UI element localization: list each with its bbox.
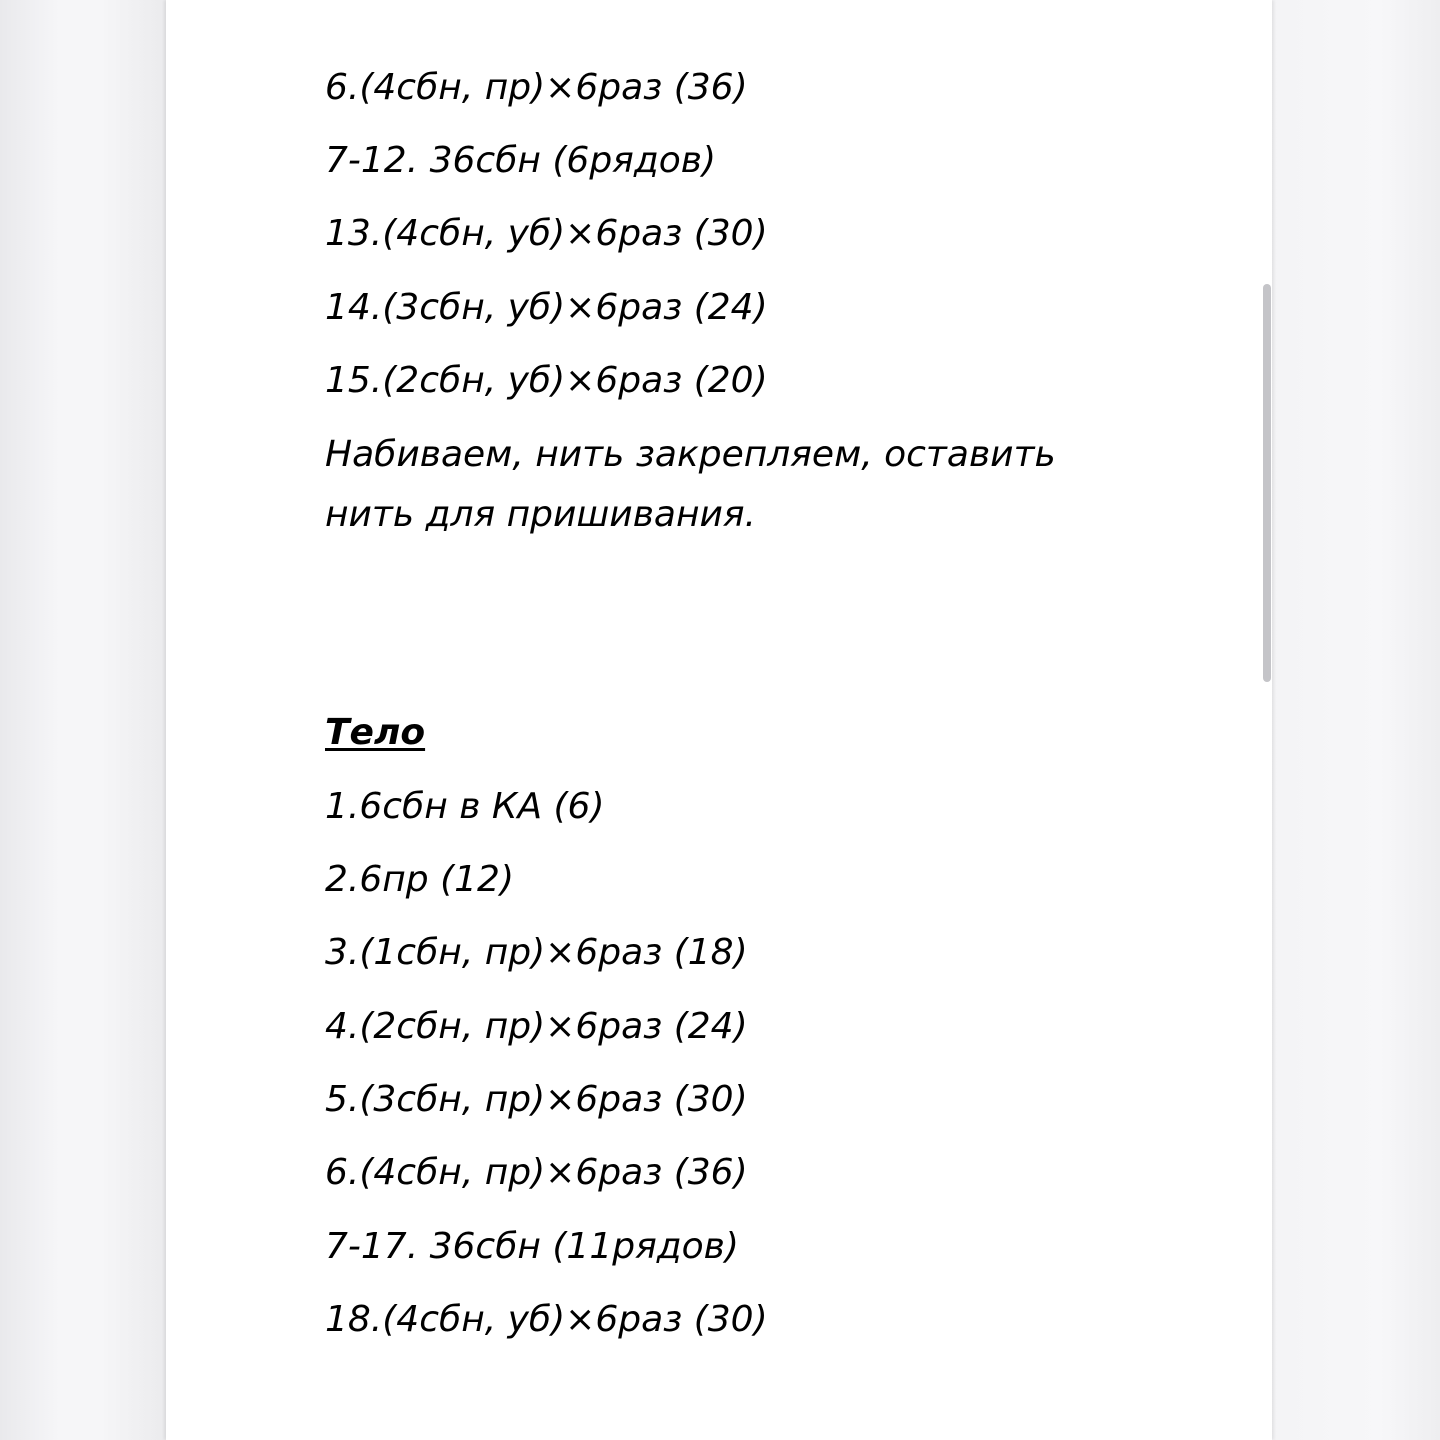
pattern-row: 4.(2сбн, пр)×6раз (24) — [325, 1006, 748, 1047]
pattern-row: 7-17. 36сбн (11рядов) — [325, 1226, 739, 1267]
pattern-row: 7-12. 36сбн (6рядов) — [325, 140, 717, 181]
pattern-row: 18.(4сбн, уб)×6раз (30) — [325, 1299, 768, 1340]
pattern-row: 13.(4сбн, уб)×6раз (30) — [325, 213, 768, 254]
document-page — [166, 0, 1272, 1440]
scrollbar-thumb[interactable] — [1263, 284, 1271, 682]
pattern-row: 2.6пр (12) — [325, 859, 514, 900]
pattern-row: 6.(4сбн, пр)×6раз (36) — [325, 1152, 748, 1193]
scrollbar-track[interactable] — [1260, 0, 1274, 1440]
pattern-row: 14.(3сбн, уб)×6раз (24) — [325, 287, 768, 328]
pattern-row: 1.6сбн в КА (6) — [325, 786, 605, 827]
section-heading-body: Тело — [325, 712, 426, 753]
pattern-row: 3.(1сбн, пр)×6раз (18) — [325, 932, 748, 973]
pattern-row: 6.(4сбн, пр)×6раз (36) — [325, 67, 748, 108]
pattern-row: 15.(2сбн, уб)×6раз (20) — [325, 360, 768, 401]
instruction-note: Набиваем, нить закрепляем, оставить нить для пришивания. — [325, 434, 1056, 535]
pattern-row: 5.(3сбн, пр)×6раз (30) — [325, 1079, 748, 1120]
